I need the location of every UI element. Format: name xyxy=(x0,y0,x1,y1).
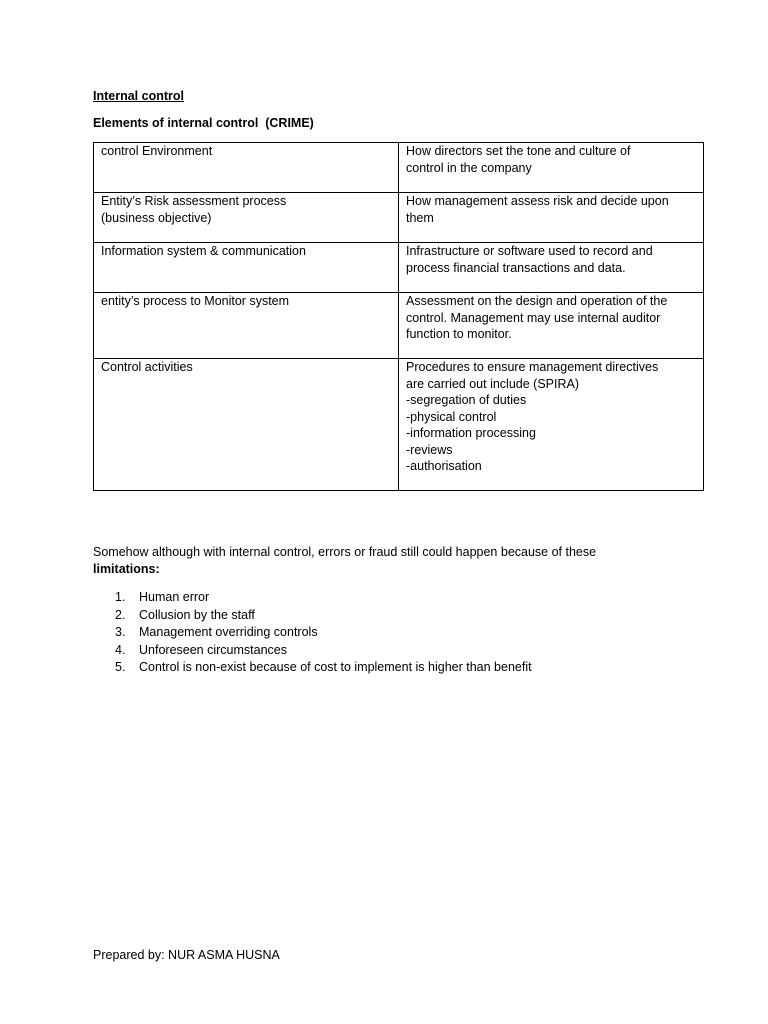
list-text: Management overriding controls xyxy=(139,625,318,640)
description-cell: Assessment on the design and operation of the control. Management may use internal auditor function to monitor. xyxy=(399,293,704,359)
list-text: Unforeseen circumstances xyxy=(139,642,287,657)
limitations-intro xyxy=(93,544,693,578)
description-cell: How management assess risk and decide upon them xyxy=(399,193,704,243)
table-row xyxy=(94,359,704,491)
section-heading: Elements of internal control (CRIME) xyxy=(93,116,314,130)
table-row xyxy=(94,243,704,293)
list-text: Human error xyxy=(139,590,210,604)
list-number: 2. xyxy=(115,607,126,622)
crime-elements-table xyxy=(93,142,704,491)
list-text: Control is non-exist because of cost to implement is higher than benefit xyxy=(139,660,532,675)
table-row xyxy=(94,193,704,243)
list-number: 3. xyxy=(115,625,126,640)
list-number: 1. xyxy=(115,590,126,604)
description-cell: Infrastructure or software used to record and process financial transactions and data. xyxy=(399,243,704,293)
list-number: 4. xyxy=(115,642,126,657)
element-cell: control Environment xyxy=(94,143,399,193)
element-cell: entity’s process to Monitor system xyxy=(94,293,399,359)
page-title: Internal control xyxy=(93,89,184,103)
element-cell: Entity’s Risk assessment process (business objective) xyxy=(94,193,399,243)
description-cell: Procedures to ensure management directives are carried out include (SPIRA) -segregation of duties -physical control -information processing -reviews -authorisation xyxy=(399,359,704,491)
table-row xyxy=(94,143,704,193)
description-cell: How directors set the tone and culture of control in the company xyxy=(399,143,704,193)
element-cell: Control activities xyxy=(94,359,399,491)
element-cell: Information system & communication xyxy=(94,243,399,293)
limitations-intro-text: Somehow although with internal control, errors or fraud still could happen because of these xyxy=(93,545,597,559)
prepared-by-footer: Prepared by: NUR ASMA HUSNA xyxy=(93,948,280,962)
table-row xyxy=(94,293,704,359)
list-number: 5. xyxy=(115,660,126,675)
limitations-label: limitations: xyxy=(93,562,160,576)
list-text: Collusion by the staff xyxy=(139,607,255,622)
